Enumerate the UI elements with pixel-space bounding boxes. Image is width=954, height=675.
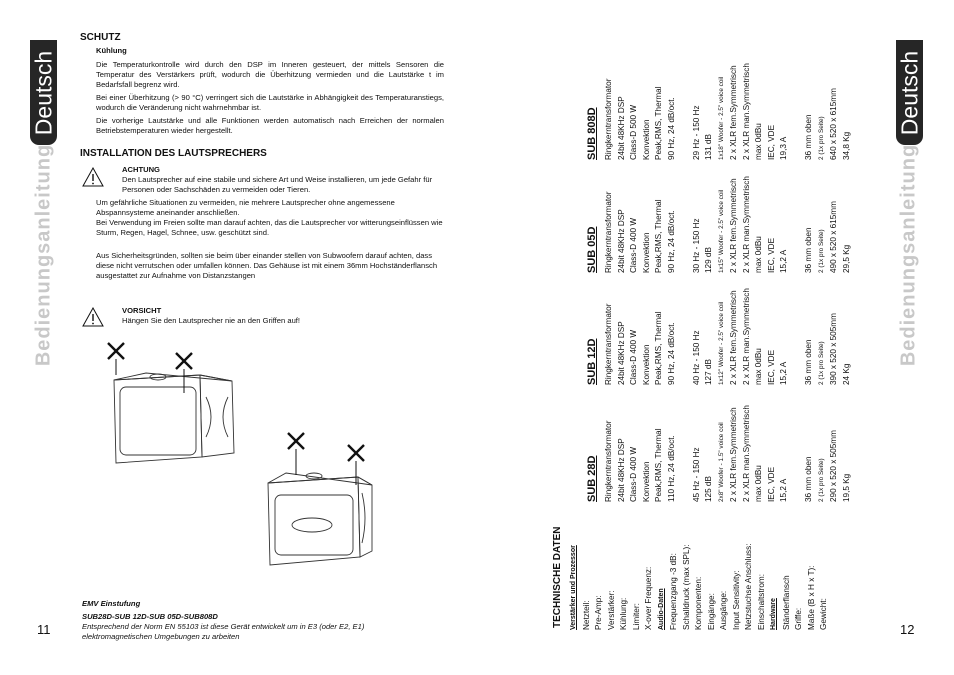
label-limiter: Limiter:	[631, 603, 641, 630]
cell: Ringkerntransformator	[604, 78, 613, 160]
label-xover: X-over Frequenz:	[644, 566, 653, 630]
model-column	[586, 288, 853, 385]
emv-text-1: Entsprechend der Norm EN 55103 ist diese Gerät entwickelt um in E3 (oder E2, E1)	[82, 622, 365, 631]
cell: 24bit 48KHz DSP	[616, 209, 626, 273]
spec-title: TECHNISCHE DATEN	[552, 526, 563, 628]
language-tab-left	[30, 40, 57, 145]
cell: max 0dBu	[754, 123, 763, 160]
cell: 1x18" Woofer - 2.5" voice coil	[717, 76, 725, 160]
schutz-para-3: Die vorherige Lautstärke und alle Funktionen werden automatisch nach Erreichen der normalen Betriebstemperaturen wieder hergestellt.	[96, 116, 444, 135]
label-strom: Einschaltstrom:	[756, 574, 766, 630]
cell: 36 mm oben	[804, 456, 813, 502]
cell: 2 x XLR fem.Symmetrisch	[729, 65, 738, 160]
cell: Peak,RMS, Thermal	[654, 86, 663, 160]
cell: 34,8 Kg	[841, 131, 851, 160]
model-column	[586, 176, 853, 273]
cell: 490 x 520 x 615mm	[829, 201, 838, 273]
model-column	[586, 405, 853, 502]
side-title-right: Bedienungsanleitung	[897, 143, 920, 367]
cell: 24 Kg	[841, 363, 851, 385]
emv-heading: EMV Einstufung	[82, 599, 141, 608]
language-tab-label: Deutsch	[896, 50, 922, 135]
label-netz: Netzstuchse Anschluss:	[744, 543, 753, 630]
spacer	[791, 288, 804, 385]
cell: IEC, VDE	[766, 237, 776, 273]
section-hardware: Hardware	[770, 598, 777, 630]
cell: 24bit 48KHz DSP	[616, 438, 626, 502]
cell: 2 (1x pro Seite)	[817, 116, 825, 160]
warning-triangle-icon	[82, 167, 104, 187]
spacer	[678, 176, 691, 273]
cell: 125 dB	[704, 476, 713, 502]
cell: Class-D 400 W	[629, 446, 638, 502]
cell: Ringkerntransformator	[604, 303, 613, 385]
cell: max 0dBu	[754, 465, 763, 502]
cell: 36 mm oben	[804, 114, 813, 160]
spec-label-column	[568, 544, 831, 630]
spacer	[791, 405, 804, 502]
cell: 110 Hz, 24 dB/oct.	[666, 435, 676, 502]
emv-text-2: elektromagnetischen Umgebungen zu arbeiten	[82, 632, 240, 641]
label-freq: Frequenzgang -3 dB:	[669, 553, 678, 630]
cell: IEC, VDE	[766, 124, 776, 160]
cell: 90 Hz, 24 dB/oct.	[666, 97, 676, 160]
label-spl: Schalldruck (max SPL):	[681, 544, 691, 630]
installation-para-1: Um gefährliche Situationen zu vermeiden, nie mehrere Lautsprecher ohne angemessene Abspannsysteme aneinander anschließen.	[96, 198, 395, 217]
label-kuhlung: Kühlung:	[619, 597, 628, 630]
cell: Ringkerntransformator	[604, 420, 613, 502]
spacer	[791, 176, 804, 273]
installation-para-2: Bei Verwendung im Freien sollte man darauf achten, das die Lautsprecher vor witterungseinflüssen wie Sturm, Regen, Hagel, Schnee, usw. geschützt sind.	[96, 218, 443, 237]
model-name: SUB 12D	[586, 338, 598, 385]
label-eing: Eingänge:	[706, 593, 716, 630]
cell: Class-D 400 W	[629, 217, 638, 273]
achtung-label: ACHTUNG	[122, 165, 160, 174]
cell: 19,3 A	[779, 136, 788, 160]
schutz-para-1: Die Temperaturkontrolle wird durch den DSP im Inneren gesteuert, der mittels Sensoren die Temperatur des Verstärkers prüft, wodurch die Überhitzung vermieden und die Lautstärke t im Bedarfsfall begrenz wird.	[96, 60, 444, 89]
section-audio: Audio-Daten	[657, 588, 665, 630]
label-preamp: Pre-Amp:	[594, 595, 603, 630]
cell: 30 Hz - 150 Hz	[691, 218, 701, 273]
label-masse: Maße (B x H x T):	[806, 565, 816, 630]
cell: 2 (1x pro Seite)	[817, 341, 825, 385]
installation-para-3: Aus Sicherheitsgründen, sollten sie beim über einander stellen von Subwoofern darauf achten, dass diese nicht verrutschen oder umfallen können. Das Gehäuse ist mit einem 36mm Hochständerflansch ausgestattet zur Aufnahme von Distanzstangen	[96, 251, 438, 280]
language-tab-right	[896, 40, 923, 145]
cell: 45 Hz - 150 Hz	[691, 447, 701, 502]
cell: 24bit 48KHz DSP	[616, 96, 626, 160]
page-number-left: 11	[37, 622, 51, 637]
cell: 2 x XLR man.Symmetrisch	[741, 288, 751, 385]
cell: Class-D 400 W	[629, 329, 638, 385]
section-amp: Verstärker und Prozessor	[570, 545, 577, 630]
cell: 36 mm oben	[804, 227, 813, 273]
warning-triangle-icon	[82, 307, 104, 327]
cell: 640 x 520 x 615mm	[829, 88, 838, 160]
spacer	[678, 405, 691, 502]
cell: 127 dB	[704, 359, 713, 385]
cell: 29,5 Kg	[841, 244, 851, 273]
schutz-heading: SCHUTZ	[80, 32, 121, 43]
cell: 2 x XLR man.Symmetrisch	[741, 63, 751, 160]
schutz-para-2: Bei einer Überhitzung (> 90 °C) verringert sich die Lautstärke in Abhängigkeit des Temperaturanstiegs, wodurch die Veränderung nicht wahrnehmbar ist.	[96, 93, 444, 112]
cell: Konvektion	[641, 232, 651, 273]
cell: 2 x XLR fem.Symmetrisch	[729, 178, 738, 273]
cell: 36 mm oben	[804, 339, 813, 385]
model-column	[586, 63, 853, 160]
vorsicht-text: Hängen Sie den Lautsprecher nie an den Griffen auf!	[122, 316, 301, 325]
cell: 24bit 48KHz DSP	[616, 321, 626, 385]
vorsicht-label: VORSICHT	[122, 306, 162, 315]
kuhlung-subheading: Kühlung	[96, 46, 127, 55]
cell: 1x15" Woofer - 2.5" voice coil	[717, 189, 725, 273]
cell: Peak,RMS, Thermal	[654, 199, 663, 273]
cell: 15,2 A	[779, 249, 788, 273]
achtung-text: Den Lautsprecher auf eine stabile und sichere Art und Weise installieren, um jede Gefahr für Personen oder Sachschäden zu vermeiden oder Tieren.	[122, 175, 433, 194]
cell: 2 x XLR man.Symmetrisch	[741, 176, 751, 273]
cell: Konvektion	[641, 119, 651, 160]
cell: 2 (1x pro Seite)	[817, 229, 825, 273]
cell: 390 x 520 x 505mm	[829, 313, 838, 385]
cell: 2 (1x pro Seite)	[817, 458, 825, 502]
cell: 2 x XLR man.Symmetrisch	[741, 405, 751, 502]
spacer	[678, 63, 691, 160]
cell: 129 dB	[704, 247, 713, 273]
cell: 15,2 A	[779, 361, 788, 385]
cell: 2 x XLR fem.Symmetrisch	[729, 290, 738, 385]
cross-mark-icon	[108, 343, 192, 393]
cell: 19,5 Kg	[841, 473, 851, 502]
spacer	[791, 63, 804, 160]
model-name: SUB 05D	[586, 226, 598, 273]
cell: 2x8" Woofer - 1.5" voice coil	[717, 422, 725, 502]
label-sens: Input Sensitivity:	[731, 570, 741, 630]
cell: 90 Hz, 24 dB/oct.	[666, 210, 676, 273]
cell: max 0dBu	[754, 236, 763, 273]
label-komp: Komponenten:	[694, 576, 703, 630]
side-title-left: Bedienungsanleitung	[32, 143, 55, 367]
cell: IEC, VDE	[766, 349, 776, 385]
schutz-text	[96, 60, 444, 136]
subwoofer-illustration	[100, 335, 380, 570]
cell: IEC, VDE	[766, 466, 776, 502]
cell: Ringkerntransformator	[604, 191, 613, 273]
installation-text	[96, 198, 448, 281]
label-griffe: Griffe:	[794, 607, 803, 630]
cell: 29 Hz - 150 Hz	[691, 105, 701, 160]
model-name: SUB 808D	[586, 107, 598, 160]
label-verstarker: Verstärker:	[606, 590, 616, 630]
page-number-right: 12	[900, 622, 915, 637]
cell: 15,2 A	[779, 478, 788, 502]
emv-models: SUB28D-SUB 12D-SUB 05D-SUB808D	[82, 612, 218, 621]
language-tab-label: Deutsch	[30, 50, 56, 135]
cell: 40 Hz - 150 Hz	[691, 330, 701, 385]
spacer	[678, 288, 691, 385]
cell: 131 dB	[704, 134, 713, 160]
cell: 1x12" Woofer - 2.5" voice coil	[717, 301, 725, 385]
cell: 290 x 520 x 505mm	[829, 430, 838, 502]
label-flansch: Ständerflansch	[781, 575, 791, 630]
cell: Konvektion	[641, 344, 651, 385]
installation-heading: INSTALLATION DES LAUTSPRECHERS	[80, 148, 267, 159]
cell: Konvektion	[641, 461, 651, 502]
cell: Peak,RMS, Thermal	[654, 428, 663, 502]
cell: Class-D 500 W	[629, 104, 638, 160]
label-gewicht: Gewicht:	[819, 598, 828, 630]
cell: Peak,RMS, Thermal	[654, 311, 663, 385]
label-netzteil: Netzteil:	[581, 600, 591, 630]
cell: 90 Hz, 24 dB/oct.	[666, 322, 676, 385]
model-name: SUB 28D	[586, 455, 598, 502]
label-ausg: Ausgänge:	[719, 590, 728, 630]
cell: 2 x XLR fem.Symmetrisch	[729, 407, 738, 502]
cell: max 0dBu	[754, 348, 763, 385]
